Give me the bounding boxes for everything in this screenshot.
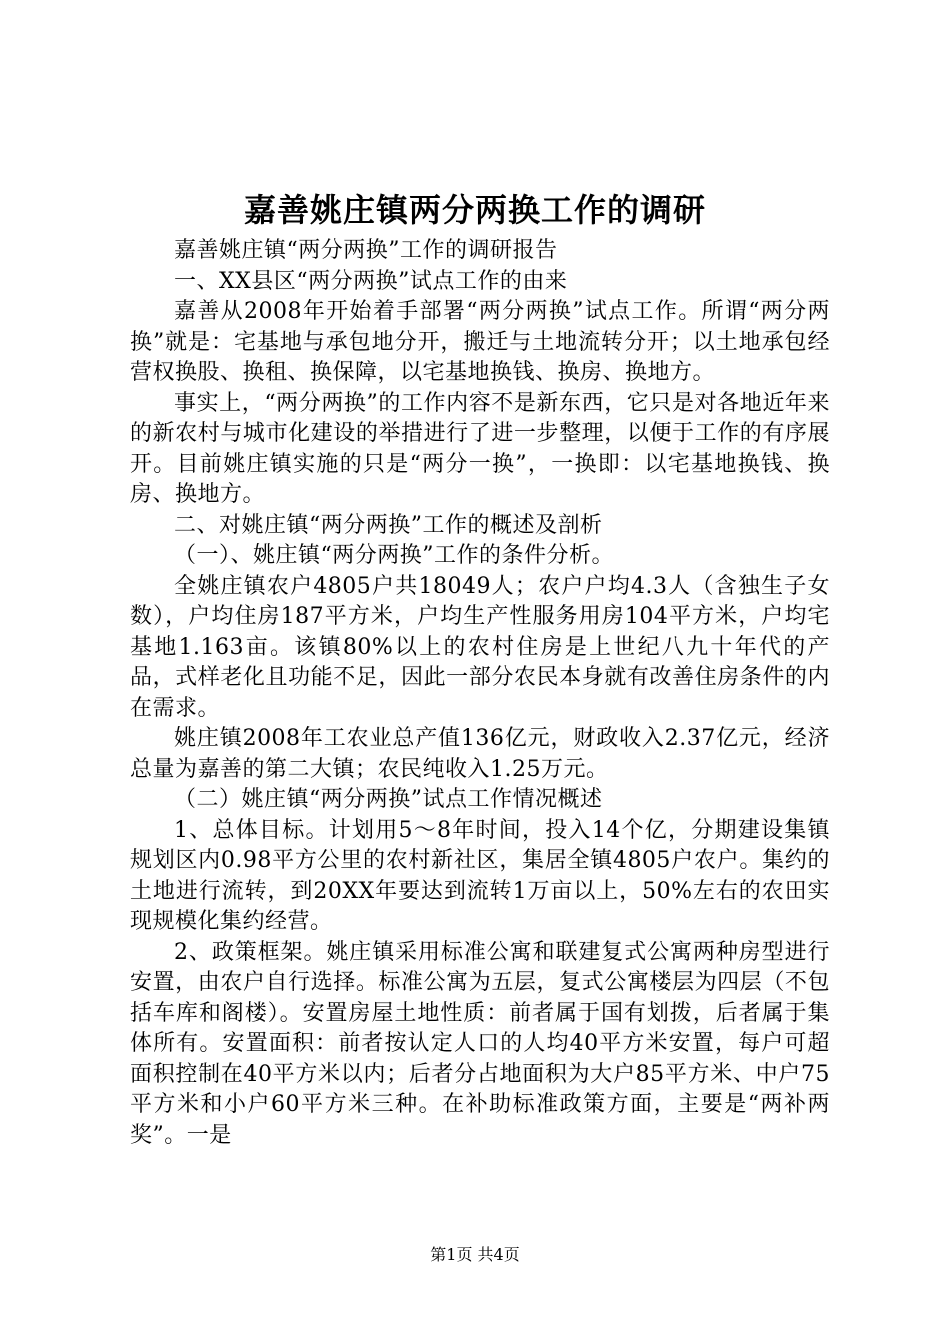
body-paragraph: 嘉善从2008年开始着手部署“两分两换”试点工作。所谓“两分两换”就是：宅基地与承包地分开，搬迁与土地流转分开；以土地承包经营权换股、换租、换保障，以宅基地换钱、换房、换地方。 xyxy=(130,299,830,385)
subsection-heading-2: （二）姚庄镇“两分两换”试点工作情况概述 xyxy=(174,787,603,812)
document-title: 嘉善姚庄镇两分两换工作的调研 xyxy=(243,191,706,229)
body-paragraph: 1、总体目标。计划用5～8年时间，投入14个亿，分期建设集镇规划区内0.98平方公里的农村新社区，集居全镇4805户农户。集约的土地进行流转，到20XX年要达到流转1万亩以上，50%左右的农田实现规模化集约经营。 xyxy=(130,817,830,934)
document-body xyxy=(130,236,830,1151)
page-footer: 第1页 共4页 xyxy=(430,1245,520,1264)
body-paragraph: 全姚庄镇农户4805户共18049人；农户户均4.3人（含独生子女数），户均住房187平方米，户均生产性服务用房104平方米，户均宅基地1.163亩。该镇80%以上的农村住房是上世纪八九十年代的产品，式样老化且功能不足，因此一部分农民本身就有改善住房条件的内在需求。 xyxy=(130,573,830,721)
body-paragraph: 2、政策框架。姚庄镇采用标准公寓和联建复式公寓两种房型进行安置，由农户自行选择。标准公寓为五层，复式公寓楼层为四层（不包括车库和阁楼）。安置房屋土地性质：前者属于国有划拨，后者属于集体所有。安置面积：前者按认定人口的人均40平方米安置，每户可超面积控制在40平方米以内；后者分占地面积为大户85平方米、中户75平方米和小户60平方米三种。在补助标准政策方面，主要是“两补两奖”。一是 xyxy=(130,939,830,1148)
body-paragraph: 姚庄镇2008年工农业总产值136亿元，财政收入2.37亿元，经济总量为嘉善的第二大镇；农民纯收入1.25万元。 xyxy=(130,726,830,782)
section-heading-1: 一、XX县区“两分两换”试点工作的由来 xyxy=(174,268,568,294)
subsection-heading-1: （一）、姚庄镇“两分两换”工作的条件分析。 xyxy=(174,543,614,568)
section-heading-2: 二、对姚庄镇“两分两换”工作的概述及剖析 xyxy=(174,512,603,538)
body-paragraph: 事实上，“两分两换”的工作内容不是新东西，它只是对各地近年来的新农村与城市化建设的举措进行了进一步整理，以便于工作的有序展开。目前姚庄镇实施的只是“两分一换”，一换即：以宅基地换钱、换房、换地方。 xyxy=(130,390,830,507)
report-subtitle: 嘉善姚庄镇“两分两换”工作的调研报告 xyxy=(174,238,558,263)
